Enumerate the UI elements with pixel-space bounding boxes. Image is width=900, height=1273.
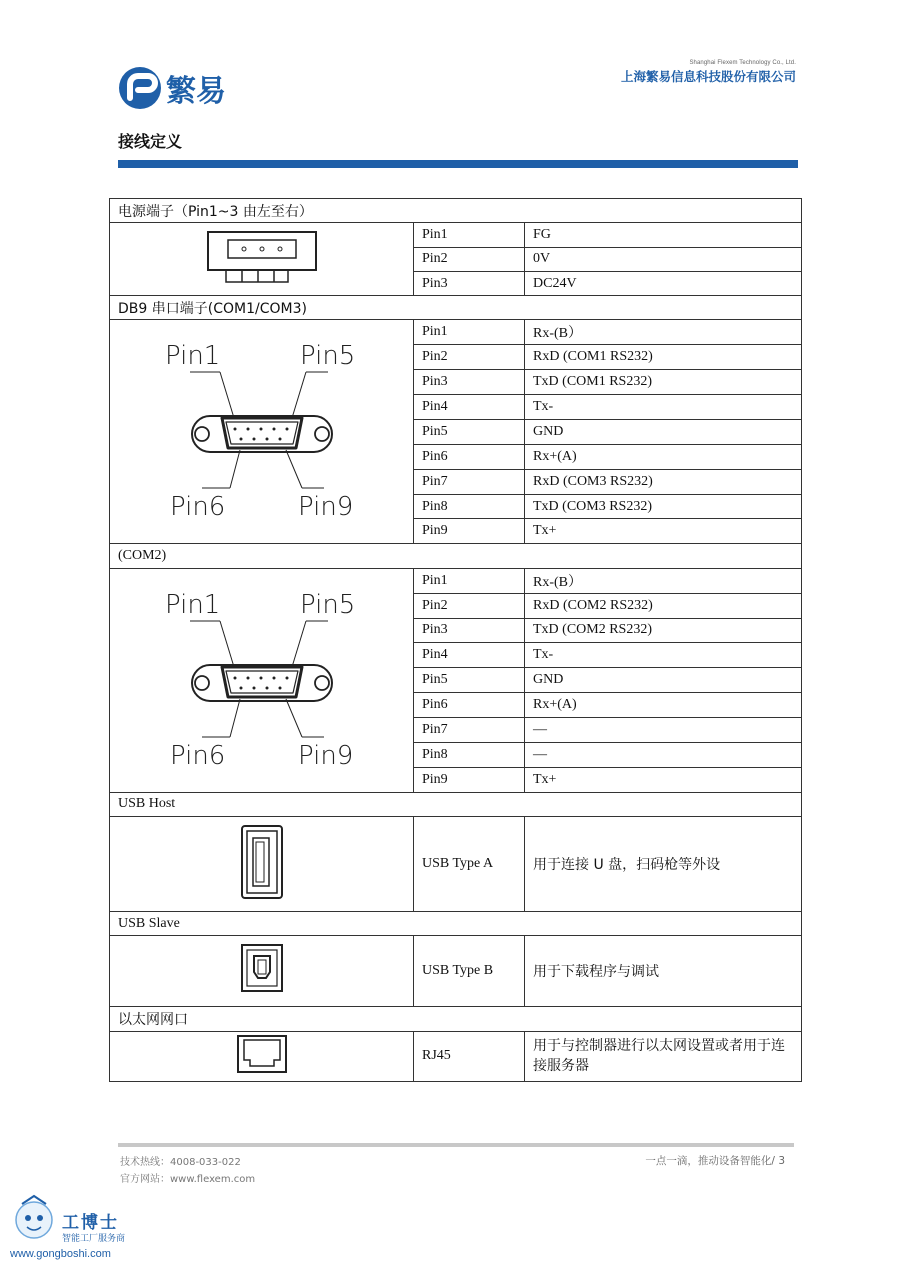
pin-label: Pin3 bbox=[414, 271, 525, 295]
pin-function: Tx- bbox=[525, 643, 802, 668]
usb-slave-title: USB Slave bbox=[110, 912, 802, 936]
pin-label: Pin1 bbox=[414, 568, 525, 593]
rj45-port-icon bbox=[232, 1032, 292, 1076]
ethernet-title: 以太网网口 bbox=[110, 1007, 802, 1031]
section-header-com2 bbox=[110, 544, 802, 568]
section-header-db9 bbox=[110, 296, 802, 320]
pin-label: Pin9 bbox=[414, 767, 525, 792]
db9-diagram-cell bbox=[110, 320, 414, 544]
pin-label: Pin2 bbox=[414, 247, 525, 271]
section-header-usb-host bbox=[110, 792, 802, 816]
table-row bbox=[110, 936, 802, 1007]
pin9-label: Pin9 bbox=[298, 740, 354, 771]
pin-label: Pin2 bbox=[414, 593, 525, 618]
footer-slogan-block: 一点一滴，推动设备智能化/ 3 bbox=[645, 1155, 785, 1167]
pin5-label: Pin5 bbox=[300, 589, 356, 620]
pin-label: Pin1 bbox=[414, 223, 525, 247]
usb-a-cell bbox=[110, 817, 414, 912]
com2-connector-icon bbox=[110, 569, 414, 787]
logo-text: 繁易 bbox=[166, 74, 226, 109]
pin-function: TxD (COM2 RS232) bbox=[525, 618, 802, 643]
com2-diagram-cell bbox=[110, 568, 414, 792]
pin-function: DC24V bbox=[525, 271, 802, 295]
pin-function: RxD (COM2 RS232) bbox=[525, 593, 802, 618]
pin-function: Rx+(A) bbox=[525, 444, 802, 469]
page-number: 3 bbox=[778, 1155, 785, 1167]
pin-function: GND bbox=[525, 419, 802, 444]
pin-label: Pin5 bbox=[414, 419, 525, 444]
rj45-desc: 用于与控制器进行以太网设置或者用于连接服务器 bbox=[525, 1031, 802, 1081]
power-connector-cell bbox=[110, 223, 414, 296]
usb-a-desc: 用于连接 U 盘，扫码枪等外设 bbox=[525, 817, 802, 912]
db9-title: DB9 串口端子(COM1/COM3) bbox=[110, 296, 802, 320]
usb-b-desc: 用于下载程序与调试 bbox=[525, 936, 802, 1007]
section-title: 接线定义 bbox=[118, 132, 183, 151]
company-name-en: Shanghai Flexem Technology Co., Ltd. bbox=[689, 60, 796, 66]
com2-title: (COM2) bbox=[110, 544, 802, 568]
pin1-label: Pin1 bbox=[165, 589, 221, 620]
pin-function: — bbox=[525, 718, 802, 743]
pin-label: Pin1 bbox=[414, 320, 525, 345]
section-header-power bbox=[110, 199, 802, 223]
power-terminal-icon bbox=[110, 224, 414, 290]
pin-function: Tx+ bbox=[525, 767, 802, 792]
watermark-name: 工博士 bbox=[62, 1213, 119, 1233]
power-title: 电源端子（Pin1~3 由左至右） bbox=[110, 199, 802, 223]
watermark-tagline: 智能工厂服务商 bbox=[62, 1234, 126, 1244]
pin-label: Pin6 bbox=[414, 693, 525, 718]
pin-label: Pin7 bbox=[414, 469, 525, 494]
pin-label: Pin5 bbox=[414, 668, 525, 693]
footer-contact bbox=[120, 1154, 255, 1188]
pin-label: Pin3 bbox=[414, 618, 525, 643]
flexem-logo bbox=[118, 64, 248, 112]
pin-function: Rx-(B） bbox=[525, 568, 802, 593]
pin-label: Pin3 bbox=[414, 370, 525, 395]
usb-type-b-icon bbox=[232, 941, 292, 997]
slogan: 一点一滴，推动设备智能化 bbox=[645, 1155, 772, 1167]
section-header-usb-slave bbox=[110, 912, 802, 936]
pin-label: Pin4 bbox=[414, 643, 525, 668]
pin-function: GND bbox=[525, 668, 802, 693]
pin-function: Tx- bbox=[525, 395, 802, 420]
hotline: 技术热线：4008-033-022 bbox=[120, 1157, 241, 1168]
pin-label: Pin8 bbox=[414, 494, 525, 519]
website: 官方网站：www.flexem.com bbox=[120, 1174, 256, 1185]
db9-connector-icon bbox=[110, 320, 414, 538]
pin-function: 0V bbox=[525, 247, 802, 271]
pin-label: Pin8 bbox=[414, 742, 525, 767]
usb-host-title: USB Host bbox=[110, 792, 802, 816]
wiring-table bbox=[109, 198, 802, 1082]
table-row bbox=[110, 223, 802, 247]
pin-function: RxD (COM1 RS232) bbox=[525, 345, 802, 370]
company-name-cn: 上海繁易信息科技股份有限公司 bbox=[620, 69, 796, 84]
pin-function: Rx-(B） bbox=[525, 320, 802, 345]
pin-function: FG bbox=[525, 223, 802, 247]
usb-a-type: USB Type A bbox=[414, 817, 525, 912]
pin1-label: Pin1 bbox=[165, 341, 221, 372]
rj45-type: RJ45 bbox=[414, 1031, 525, 1081]
usb-type-a-icon bbox=[232, 822, 292, 902]
table-row bbox=[110, 320, 802, 345]
usb-b-cell bbox=[110, 936, 414, 1007]
pin-label: Pin7 bbox=[414, 718, 525, 743]
title-bar bbox=[118, 160, 798, 168]
pin-label: Pin4 bbox=[414, 395, 525, 420]
pin-function: — bbox=[525, 742, 802, 767]
pin-label: Pin9 bbox=[414, 519, 525, 544]
table-row bbox=[110, 1031, 802, 1081]
footer-divider bbox=[118, 1143, 794, 1147]
pin5-label: Pin5 bbox=[300, 341, 356, 372]
usb-b-type: USB Type B bbox=[414, 936, 525, 1007]
section-header-ethernet bbox=[110, 1007, 802, 1031]
pin-label: Pin6 bbox=[414, 444, 525, 469]
pin-function: TxD (COM1 RS232) bbox=[525, 370, 802, 395]
pin6-label: Pin6 bbox=[170, 492, 226, 523]
table-row bbox=[110, 568, 802, 593]
pin-function: Tx+ bbox=[525, 519, 802, 544]
pin6-label: Pin6 bbox=[170, 740, 226, 771]
watermark-url: www.gongboshi.com bbox=[10, 1248, 111, 1260]
table-row bbox=[110, 817, 802, 912]
company-block bbox=[621, 60, 796, 85]
pin-label: Pin2 bbox=[414, 345, 525, 370]
pin9-label: Pin9 bbox=[298, 492, 354, 523]
pin-function: Rx+(A) bbox=[525, 693, 802, 718]
pin-function: RxD (COM3 RS232) bbox=[525, 469, 802, 494]
pin-function: TxD (COM3 RS232) bbox=[525, 494, 802, 519]
rj45-cell bbox=[110, 1031, 414, 1081]
